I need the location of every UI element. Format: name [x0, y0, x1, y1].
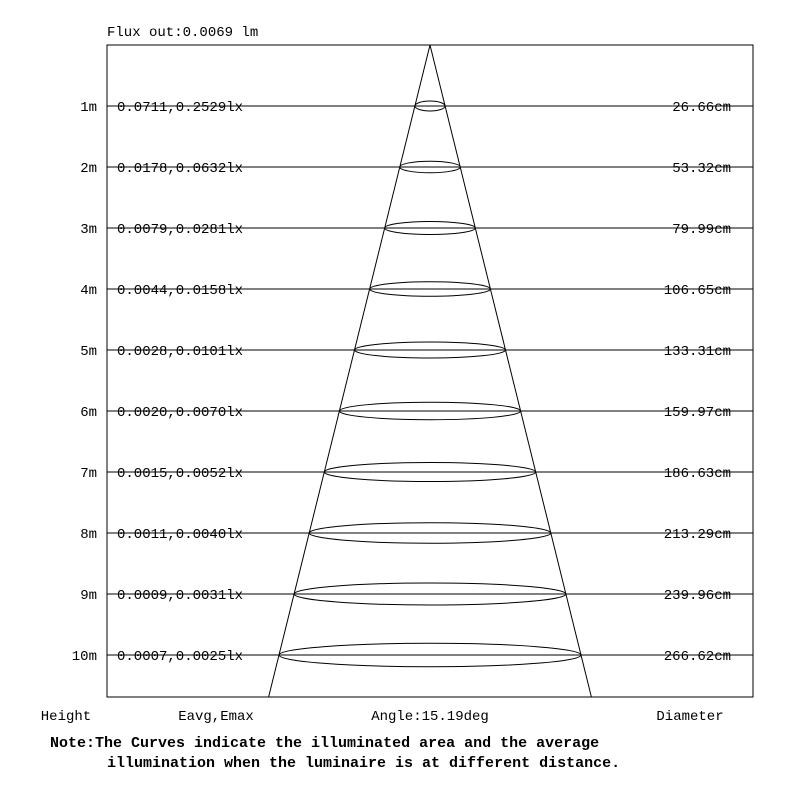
height-label-6m: 6m [80, 405, 97, 421]
footer-height-label: Height [40, 709, 92, 725]
illuminance-label-5m: 0.0028,0.0101lx [117, 344, 244, 360]
illuminance-label-1m: 0.0711,0.2529lx [117, 100, 244, 116]
height-label-7m: 7m [80, 466, 97, 482]
diameter-label-8m: 213.29cm [663, 527, 731, 543]
illuminance-label-6m: 0.0020,0.0070lx [117, 405, 244, 421]
note-line-2: illumination when the luminaire is at different distance. [107, 755, 621, 772]
diameter-label-7m: 186.63cm [663, 466, 731, 482]
height-label-4m: 4m [80, 283, 97, 299]
diameter-label-6m: 159.97cm [663, 405, 731, 421]
footer-diameter-label: Diameter [656, 709, 724, 725]
illuminance-label-8m: 0.0011,0.0040lx [117, 527, 244, 543]
diameter-label-1m: 26.66cm [672, 100, 731, 116]
cone-edge-right [430, 45, 591, 697]
footer-angle-label: Angle:15.19deg [371, 709, 489, 725]
height-label-1m: 1m [80, 100, 97, 116]
note-line-1: The Curves indicate the illuminated area and the average [95, 735, 600, 752]
diameter-label-10m: 266.62cm [663, 649, 731, 665]
height-label-9m: 9m [80, 588, 97, 604]
diameter-label-5m: 133.31cm [663, 344, 731, 360]
diameter-label-4m: 106.65cm [663, 283, 731, 299]
diameter-label-9m: 239.96cm [663, 588, 731, 604]
height-label-3m: 3m [80, 222, 97, 238]
height-label-5m: 5m [80, 344, 97, 360]
height-label-10m: 10m [71, 649, 97, 665]
illuminance-label-10m: 0.0007,0.0025lx [117, 649, 244, 665]
illuminance-label-7m: 0.0015,0.0052lx [117, 466, 244, 482]
height-label-2m: 2m [80, 161, 97, 177]
height-label-8m: 8m [80, 527, 97, 543]
chart-title: Flux out:0.0069 lm [107, 25, 259, 41]
footer-eavg-label: Eavg,Emax [178, 709, 254, 725]
diameter-label-3m: 79.99cm [672, 222, 731, 238]
illuminance-label-4m: 0.0044,0.0158lx [117, 283, 244, 299]
cone-edge-left [269, 45, 430, 697]
diameter-label-2m: 53.32cm [672, 161, 731, 177]
illuminance-label-3m: 0.0079,0.0281lx [117, 222, 244, 238]
illuminance-label-9m: 0.0009,0.0031lx [117, 588, 244, 604]
illuminance-label-2m: 0.0178,0.0632lx [117, 161, 244, 177]
note-prefix: Note: [50, 735, 96, 752]
chart-note [50, 734, 770, 774]
